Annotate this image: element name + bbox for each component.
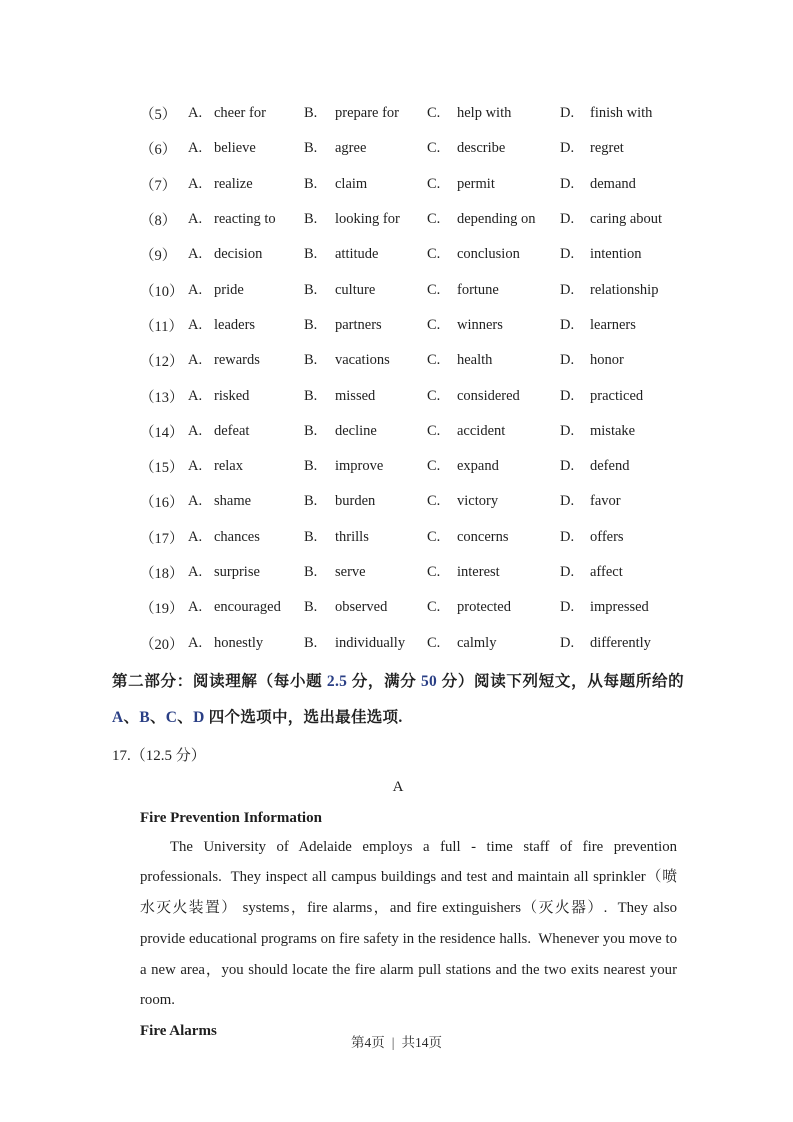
option-text-c: considered: [457, 387, 520, 404]
cloze-option-row: [140, 131, 684, 166]
option-text-d: defend: [590, 458, 630, 475]
question-number: （14）: [140, 424, 184, 441]
option-letter-b: B.: [304, 246, 318, 263]
question-17-label: 17.（12.5 分）: [112, 747, 206, 764]
section-header-text: 四个选项中，选出最佳选项.: [204, 708, 403, 726]
option-text-b: looking for: [335, 211, 400, 228]
option-text-c: conclusion: [457, 246, 520, 263]
section-header-text: 第二部分：阅读理解（每小题: [112, 672, 327, 690]
choice-letter-a: A: [112, 708, 124, 726]
option-letter-a: A.: [188, 458, 203, 475]
option-text-a: decision: [214, 246, 263, 263]
current-page-label: 第4页: [351, 1035, 385, 1050]
section-header-text: 分）阅读下列短文，从每题所给的: [437, 672, 684, 690]
cloze-option-row: [140, 590, 684, 625]
option-text-c: describe: [457, 140, 506, 157]
option-letter-c: C.: [427, 564, 441, 580]
option-letter-b: B.: [304, 352, 318, 369]
question-number: （6）: [140, 142, 177, 159]
section-header-text: 、: [149, 708, 166, 726]
cloze-option-row: [140, 343, 684, 378]
option-text-a: shame: [214, 493, 252, 510]
cloze-option-row: [140, 167, 684, 202]
option-letter-c: C.: [427, 211, 441, 228]
cloze-options-table: [140, 96, 684, 661]
option-text-d: caring about: [590, 211, 663, 228]
option-letter-a: A.: [188, 175, 203, 192]
option-text-d: relationship: [590, 281, 659, 298]
cloze-option-row: [140, 308, 684, 343]
option-letter-c: C.: [427, 599, 441, 616]
option-text-d: impressed: [590, 599, 649, 616]
option-text-c: interest: [457, 564, 500, 580]
option-text-c: accident: [457, 422, 506, 439]
option-text-a: rewards: [214, 352, 260, 369]
option-letter-d: D.: [560, 316, 575, 333]
option-letter-c: C.: [427, 140, 441, 157]
option-letter-a: A.: [188, 528, 203, 545]
cloze-option-row: [140, 484, 684, 519]
option-letter-b: B.: [304, 458, 318, 475]
option-letter-d: D.: [560, 422, 575, 439]
option-text-c: permit: [457, 175, 495, 192]
option-text-b: prepare for: [335, 105, 399, 122]
option-letter-b: B.: [304, 599, 318, 616]
question-number: （9）: [140, 248, 177, 265]
option-text-d: regret: [590, 140, 624, 157]
option-letter-d: D.: [560, 175, 575, 192]
option-text-c: calmly: [457, 634, 497, 651]
option-text-d: intention: [590, 246, 642, 263]
option-text-b: burden: [335, 493, 376, 510]
option-letter-a: A.: [188, 422, 203, 439]
option-text-d: practiced: [590, 387, 644, 404]
page-footer: [0, 1031, 793, 1051]
option-text-c: victory: [457, 493, 499, 510]
footer-separator: |: [391, 1035, 395, 1050]
total-score: 50: [421, 672, 438, 690]
option-text-a: encouraged: [214, 599, 281, 616]
option-letter-a: A.: [188, 316, 203, 333]
option-text-c: concerns: [457, 528, 509, 545]
section-header-text: 分，满分: [347, 672, 421, 690]
option-letter-b: B.: [304, 316, 318, 333]
option-text-b: partners: [335, 316, 382, 333]
question-number: （15）: [140, 460, 184, 477]
option-letter-c: C.: [427, 175, 441, 192]
option-letter-a: A.: [188, 211, 203, 228]
option-letter-d: D.: [560, 564, 575, 580]
option-text-a: reacting to: [214, 211, 276, 228]
option-text-d: differently: [590, 634, 651, 651]
option-text-a: realize: [214, 175, 253, 192]
option-letter-a: A.: [188, 352, 203, 369]
passage-title: Fire Prevention Information: [140, 809, 322, 826]
option-letter-d: D.: [560, 634, 575, 651]
option-letter-b: B.: [304, 175, 318, 192]
option-letter-a: A.: [188, 493, 203, 510]
document-page: [112, 0, 684, 1047]
question-number: （8）: [140, 213, 177, 230]
option-text-c: winners: [457, 316, 503, 333]
question-number: （19）: [140, 601, 184, 618]
option-text-a: cheer for: [214, 105, 266, 122]
option-letter-b: B.: [304, 387, 318, 404]
cloze-option-row: [140, 202, 684, 237]
option-text-d: learners: [590, 316, 636, 333]
option-letter-c: C.: [427, 458, 441, 475]
option-text-b: vacations: [335, 352, 390, 369]
option-letter-d: D.: [560, 528, 575, 545]
option-letter-c: C.: [427, 387, 441, 404]
option-text-b: missed: [335, 387, 376, 404]
cloze-option-row: [140, 237, 684, 272]
option-text-a: defeat: [214, 422, 250, 439]
option-letter-b: B.: [304, 634, 318, 651]
cloze-option-row: [140, 96, 684, 131]
cloze-option-row: [140, 625, 684, 660]
option-text-a: surprise: [214, 564, 260, 580]
option-text-d: offers: [590, 528, 624, 545]
option-text-a: believe: [214, 140, 256, 157]
option-text-d: mistake: [590, 422, 636, 439]
option-letter-a: A.: [188, 599, 203, 616]
section-header-text: 、: [123, 708, 140, 726]
option-letter-b: B.: [304, 493, 318, 510]
question-number: （16）: [140, 495, 184, 512]
option-text-a: chances: [214, 528, 260, 545]
option-text-b: individually: [335, 634, 406, 651]
passage-label: A: [392, 778, 404, 795]
option-letter-a: A.: [188, 564, 203, 580]
option-text-c: fortune: [457, 281, 499, 298]
option-letter-b: B.: [304, 564, 318, 580]
option-letter-a: A.: [188, 246, 203, 263]
section-header: [112, 664, 684, 736]
option-text-b: thrills: [335, 528, 369, 545]
option-text-b: improve: [335, 458, 384, 475]
option-text-d: affect: [590, 564, 623, 580]
option-text-a: risked: [214, 387, 250, 404]
option-letter-d: D.: [560, 599, 575, 616]
cloze-option-row: [140, 449, 684, 484]
option-text-b: observed: [335, 599, 388, 616]
option-letter-d: D.: [560, 140, 575, 157]
option-letter-c: C.: [427, 493, 441, 510]
question-number: （7）: [140, 177, 177, 194]
option-letter-a: A.: [188, 140, 203, 157]
option-letter-b: B.: [304, 140, 318, 157]
option-text-c: protected: [457, 599, 511, 616]
question-number: （17）: [140, 530, 184, 547]
option-text-a: relax: [214, 458, 243, 475]
section-header-text: 、: [177, 708, 194, 726]
choice-letter-b: B: [139, 708, 150, 726]
option-letter-b: B.: [304, 528, 318, 545]
option-letter-b: B.: [304, 211, 318, 228]
cloze-option-row: [140, 555, 684, 590]
option-letter-a: A.: [188, 105, 203, 122]
score-per-question: 2.5: [326, 672, 348, 690]
option-letter-d: D.: [560, 387, 575, 404]
question-number: （12）: [140, 354, 184, 371]
question-number: （10）: [140, 283, 184, 300]
option-letter-a: A.: [188, 387, 203, 404]
option-text-b: culture: [335, 281, 376, 298]
option-letter-d: D.: [560, 458, 575, 475]
option-letter-c: C.: [427, 281, 441, 298]
question-number: （5）: [140, 107, 177, 124]
option-text-c: health: [457, 352, 493, 369]
cloze-option-row: [140, 414, 684, 449]
cloze-option-row: [140, 272, 684, 307]
option-letter-d: D.: [560, 246, 575, 263]
option-text-b: attitude: [335, 246, 379, 263]
option-letter-c: C.: [427, 316, 441, 333]
option-letter-c: C.: [427, 422, 441, 439]
option-text-c: depending on: [457, 211, 536, 228]
option-text-c: help with: [457, 105, 512, 122]
option-letter-d: D.: [560, 352, 575, 369]
option-text-b: serve: [335, 564, 366, 580]
option-letter-a: A.: [188, 281, 203, 298]
option-letter-c: C.: [427, 246, 441, 263]
option-text-b: decline: [335, 422, 377, 439]
option-text-d: finish with: [590, 105, 653, 122]
option-letter-b: B.: [304, 281, 318, 298]
option-letter-d: D.: [560, 211, 575, 228]
cloze-option-row: [140, 520, 684, 555]
choice-letter-d: D: [193, 708, 205, 726]
option-text-b: agree: [335, 140, 367, 157]
question-number: （18）: [140, 566, 184, 582]
cloze-option-row: [140, 378, 684, 413]
total-pages-label: 共14页: [401, 1035, 442, 1050]
option-letter-c: C.: [427, 352, 441, 369]
passage-subheading: Fire Alarms: [140, 1022, 217, 1039]
question-number: （11）: [140, 318, 183, 335]
question-number: （13）: [140, 389, 184, 406]
passage-paragraph: The University of Adelaide employs a full - time staff of fire prevention professionals. They inspect all campus buildings and test and maintain all sprinkler（喷水灭火装置） systems，fire alarms，and fire extinguishers（灭火器）. They also provide educational programs on fire safety in the residence halls. Whenever you move to a new area，you should locate the fire alarm pull stations and the two exits nearest your room.: [140, 838, 677, 1009]
option-letter-c: C.: [427, 105, 441, 122]
option-letter-d: D.: [560, 493, 575, 510]
choice-letter-c: C: [165, 708, 178, 726]
option-letter-d: D.: [560, 105, 575, 122]
option-text-d: favor: [590, 493, 621, 510]
option-letter-b: B.: [304, 105, 318, 122]
question-number: （20）: [140, 636, 184, 653]
option-letter-a: A.: [188, 634, 203, 651]
option-text-c: expand: [457, 458, 499, 475]
option-letter-c: C.: [427, 634, 441, 651]
option-text-a: pride: [214, 281, 244, 298]
option-letter-b: B.: [304, 422, 318, 439]
option-text-d: honor: [590, 352, 624, 369]
option-text-d: demand: [590, 175, 636, 192]
option-letter-d: D.: [560, 281, 575, 298]
option-text-b: claim: [335, 175, 368, 192]
option-letter-c: C.: [427, 528, 441, 545]
option-text-a: honestly: [214, 634, 264, 651]
option-text-a: leaders: [214, 316, 256, 333]
